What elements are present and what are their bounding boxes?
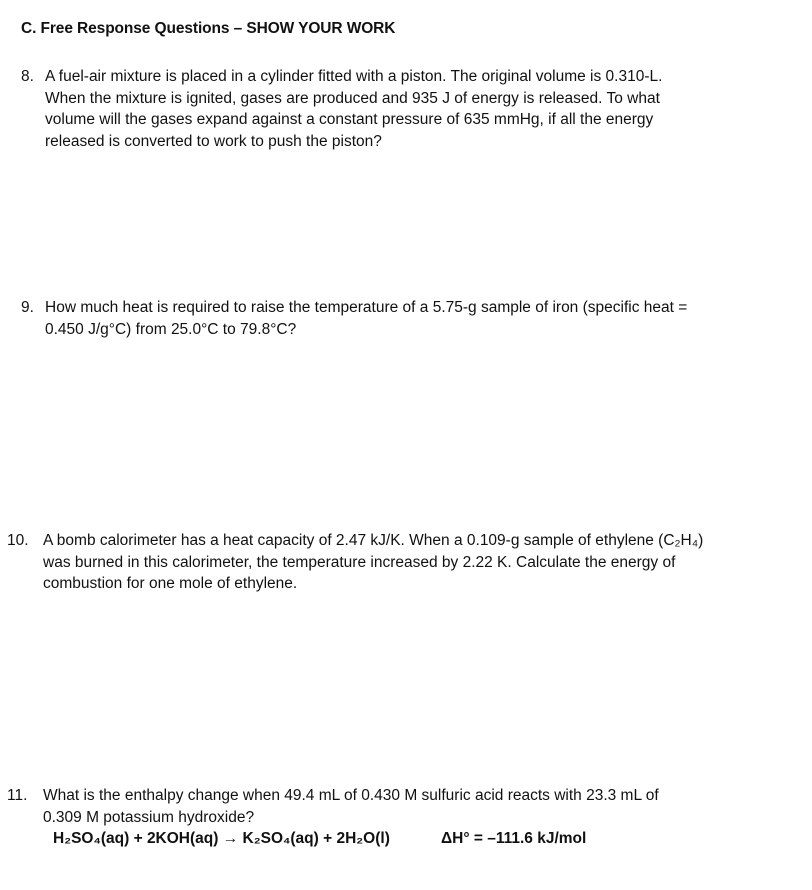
question-line: A fuel-air mixture is placed in a cylinder fitted with a piston. The original volume is 0.310-L.	[45, 68, 663, 85]
question-number: 8.	[21, 68, 34, 85]
question-line: was burned in this calorimeter, the temperature increased by 2.22 K. Calculate the energy of	[43, 553, 676, 571]
question-line: What is the enthalpy change when 49.4 mL of 0.430 M sulfuric acid reacts with 23.3 mL of	[43, 787, 659, 804]
question-line: How much heat is required to raise the temperature of a 5.75-g sample of iron (specific heat =	[45, 299, 688, 316]
question-number: 11.	[7, 787, 28, 804]
chemical-equation: H₂SO₄(aq) + 2KOH(aq) → K₂SO₄(aq) + 2H₂O(l)	[53, 830, 390, 847]
question-text	[45, 66, 662, 152]
question-line: released is converted to work to push the piston?	[45, 132, 382, 150]
equation-row	[43, 828, 659, 850]
question-line: A bomb calorimeter has a heat capacity of 2.47 kJ/K. When a 0.109-g sample of ethylene (C₂H₄)	[43, 532, 704, 549]
question-text	[43, 530, 703, 595]
enthalpy-value: ΔH° = –111.6 kJ/mol	[441, 830, 587, 847]
question-line: volume will the gases expand against a constant pressure of 635 mmHg, if all the energy	[45, 111, 654, 128]
question-line: combustion for one mole of ethylene.	[43, 575, 298, 592]
question-number: 10.	[7, 532, 29, 549]
question-line: When the mixture is ignited, gases are produced and 935 J of energy is released. To what	[45, 89, 660, 107]
question-text	[45, 297, 687, 340]
question-line: 0.309 M potassium hydroxide?	[43, 808, 255, 826]
section-heading: C. Free Response Questions – SHOW YOUR WORK	[21, 20, 396, 37]
question-text	[43, 785, 659, 850]
question-line: 0.450 J/g°C) from 25.0°C to 79.8°C?	[45, 320, 297, 338]
question-number: 9.	[21, 299, 34, 316]
